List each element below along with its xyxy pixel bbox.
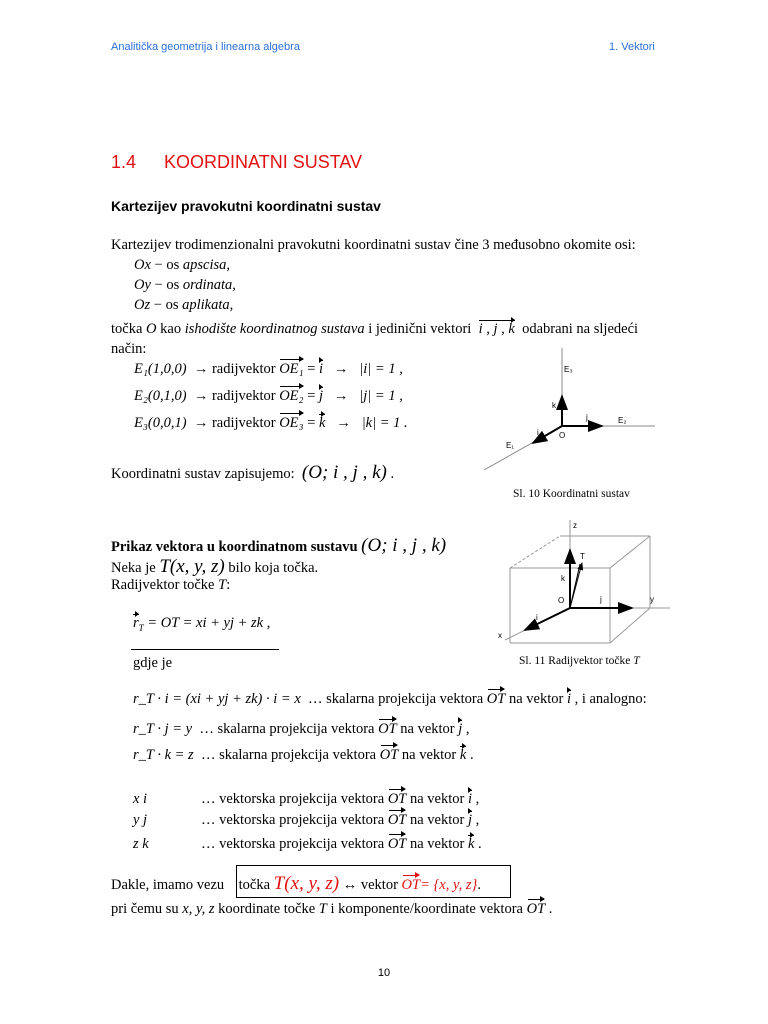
axis-dash: − bbox=[154, 257, 163, 273]
vector-ot: OT bbox=[378, 721, 397, 737]
arrow: → bbox=[336, 415, 351, 431]
formula-underline bbox=[131, 649, 279, 650]
text: … skalarna projekcija vektora bbox=[308, 691, 484, 707]
text: na vektor bbox=[410, 836, 465, 852]
coordinate-system-figure bbox=[470, 340, 670, 480]
point-t: T(x, y, z) bbox=[159, 556, 225, 577]
axis-name: Ox bbox=[134, 257, 151, 273]
text: … vektorska projekcija vektora bbox=[201, 836, 385, 852]
vector-ot: OT bbox=[379, 747, 399, 763]
unit-vector: i bbox=[467, 791, 473, 807]
coords: x, y, z bbox=[182, 901, 215, 917]
basis-row-e3 bbox=[134, 416, 408, 431]
caption-variable: T bbox=[633, 655, 640, 667]
text: . bbox=[548, 901, 553, 917]
axis-name: Oy bbox=[134, 277, 151, 293]
axis-name: Oz bbox=[134, 297, 151, 313]
text: Sl. 11 Radijvektor točke bbox=[519, 655, 631, 667]
running-header-chapter: 1. Vektori bbox=[609, 41, 655, 53]
basis-row-e1 bbox=[134, 362, 403, 377]
label-e1: E₁ bbox=[506, 441, 515, 450]
basis-row-e2 bbox=[134, 389, 403, 404]
final-line bbox=[111, 902, 552, 917]
text: radijvektor bbox=[211, 415, 276, 431]
gdje-text: gdje je bbox=[133, 655, 173, 671]
unit-vector: k bbox=[459, 747, 467, 763]
axis-dash: − bbox=[153, 297, 162, 313]
label-j: j bbox=[600, 595, 602, 604]
radius-vector: OE₂ bbox=[279, 388, 304, 404]
radius-vector-line bbox=[111, 578, 230, 593]
text: kao bbox=[160, 321, 182, 337]
intro-text: Kartezijev trodimenzionalni pravokutni koordinatni sustav čine 3 međusobno okomite osi: bbox=[111, 237, 636, 253]
figure-caption-11 bbox=[519, 655, 640, 667]
axis-desc: apscisa, bbox=[182, 257, 231, 273]
equivalence-arrow: ↔ bbox=[342, 877, 358, 893]
text: Neka je bbox=[111, 560, 156, 576]
point-t: T(x, y, z) bbox=[273, 873, 340, 894]
text: bilo koja točka. bbox=[228, 560, 319, 576]
label-j: j bbox=[586, 413, 588, 422]
scalar-proj-row-1 bbox=[133, 692, 647, 707]
vector-proj-row-2 bbox=[133, 813, 479, 828]
lhs: x i bbox=[133, 791, 148, 807]
axis-desc: ordinata, bbox=[182, 277, 236, 293]
text: na vektor bbox=[401, 747, 457, 763]
point-symbol: T bbox=[218, 577, 227, 593]
text: i komponente/koordinate vektora bbox=[330, 901, 523, 917]
lhs: r_T · j bbox=[133, 721, 169, 737]
norm: |j| = 1 , bbox=[359, 388, 403, 404]
unit-vector: i bbox=[319, 361, 324, 377]
arrow: → bbox=[193, 361, 209, 377]
axis-dash: − bbox=[154, 277, 163, 293]
text: Radijvektor točke bbox=[111, 577, 215, 593]
figure-caption-10: Sl. 10 Koordinatni sustav bbox=[513, 488, 630, 500]
vector-ot: OT bbox=[401, 877, 421, 893]
radius-vector-figure bbox=[490, 508, 680, 650]
system-notation: (O; i , j , k) bbox=[301, 462, 387, 483]
label-z: z bbox=[573, 521, 577, 530]
unit-vector: j bbox=[458, 721, 463, 737]
text: = bbox=[307, 388, 316, 404]
text: pri čemu su bbox=[111, 901, 179, 917]
text: na vektor bbox=[400, 721, 455, 737]
axis-prefix: os bbox=[166, 257, 183, 273]
label-e2: E₂ bbox=[618, 416, 627, 425]
axis-z-line bbox=[134, 298, 233, 313]
mid: = (xi + yj + zk) · i = x bbox=[172, 691, 301, 707]
arrow: → bbox=[193, 388, 209, 404]
point-symbol: T bbox=[318, 901, 327, 917]
lhs: y j bbox=[133, 812, 148, 828]
r-vector: r bbox=[133, 615, 139, 631]
text: , bbox=[475, 791, 480, 807]
label-k: k bbox=[561, 574, 565, 583]
unit-vector: j bbox=[319, 388, 324, 404]
text: … skalarna projekcija vektora bbox=[200, 747, 377, 763]
vector-proj-row-1 bbox=[133, 792, 479, 807]
text: Prikaz vektora u koordinatnom sustavu bbox=[111, 539, 358, 555]
text: , i analogno: bbox=[574, 691, 647, 707]
text: i jedinični vektori bbox=[368, 321, 472, 337]
lhs: r_T · i bbox=[133, 691, 169, 707]
unit-vector: k bbox=[467, 836, 475, 852]
text: točka bbox=[238, 877, 271, 893]
text: radijvektor bbox=[211, 361, 276, 377]
section-title: KOORDINATNI SUSTAV bbox=[164, 152, 363, 172]
unit-vector: j bbox=[467, 812, 473, 828]
lhs: r_T · k bbox=[133, 747, 172, 763]
basis-point: E₃(0,0,1) bbox=[134, 415, 187, 431]
text: = bbox=[307, 361, 316, 377]
text: = bbox=[307, 415, 316, 431]
point-line bbox=[111, 557, 318, 576]
origin-term: ishodište koordinatnog sustava bbox=[184, 321, 365, 337]
label-i: i bbox=[536, 613, 538, 622]
text: radijvektor bbox=[211, 388, 276, 404]
vector-proj-row-3 bbox=[133, 837, 482, 852]
vector-ot: OT bbox=[526, 901, 546, 917]
page-number: 10 bbox=[377, 967, 391, 979]
arrow: → bbox=[333, 361, 349, 377]
label-o: O bbox=[558, 596, 565, 605]
basis-point: E₁(1,0,0) bbox=[134, 361, 187, 377]
origin-line bbox=[111, 322, 638, 337]
text: Koordinatni sustav zapisujemo: bbox=[111, 466, 295, 482]
origin-symbol: O bbox=[146, 321, 157, 337]
label-t: T bbox=[580, 552, 585, 561]
scalar-proj-row-2 bbox=[133, 722, 470, 737]
subheading-vector-display bbox=[111, 536, 446, 555]
vector-ot: OT bbox=[387, 812, 407, 828]
unit-vectors: i , j , k bbox=[478, 321, 515, 337]
arrow: → bbox=[193, 415, 209, 431]
text: . bbox=[477, 877, 481, 893]
system-notation: (O; i , j , k) bbox=[361, 535, 447, 556]
text: . bbox=[478, 836, 482, 852]
text: na vektor bbox=[508, 691, 564, 707]
norm: |i| = 1 , bbox=[359, 361, 403, 377]
label-k: k bbox=[552, 401, 556, 410]
label-y: y bbox=[650, 595, 654, 604]
running-header-title: Analitička geometrija i linearna algebra bbox=[111, 41, 300, 53]
mid: = y bbox=[172, 721, 193, 737]
text: … vektorska projekcija vektora bbox=[201, 791, 385, 807]
subheading-cartesian: Kartezijev pravokutni koordinatni sustav bbox=[111, 198, 381, 214]
text: , bbox=[475, 812, 480, 828]
radius-vector: OE₁ bbox=[279, 361, 304, 377]
axis-prefix: os bbox=[165, 297, 183, 313]
label-i: i bbox=[537, 428, 539, 437]
mid: = z bbox=[174, 747, 194, 763]
text: vektor bbox=[360, 877, 398, 893]
text: na vektor bbox=[410, 791, 465, 807]
vector-ot: OT bbox=[486, 691, 506, 707]
notation-line bbox=[111, 463, 394, 482]
subscript: T bbox=[138, 622, 144, 633]
axis-y-line bbox=[134, 278, 236, 293]
axis-prefix: os bbox=[166, 277, 183, 293]
text: Dakle, imamo vezu bbox=[111, 877, 225, 893]
origin-line-cont: način: bbox=[111, 341, 147, 357]
section-heading bbox=[111, 152, 362, 173]
axis-desc: aplikata, bbox=[182, 297, 234, 313]
text: , bbox=[465, 721, 470, 737]
summary-line bbox=[111, 874, 481, 893]
components: = {x, y, z} bbox=[420, 877, 478, 893]
label-e3: E₃ bbox=[564, 365, 573, 374]
formula-rhs: = OT = xi + yj + zk , bbox=[147, 615, 271, 631]
vector-ot: OT bbox=[387, 836, 407, 852]
arrow: → bbox=[333, 388, 349, 404]
radius-vector-formula bbox=[133, 616, 270, 633]
text: . bbox=[469, 747, 474, 763]
basis-point: E₂(0,1,0) bbox=[134, 388, 187, 404]
label-x: x bbox=[498, 631, 502, 640]
unit-vector: k bbox=[319, 415, 326, 431]
text: na vektor bbox=[410, 812, 465, 828]
label-o: O bbox=[559, 431, 566, 440]
scalar-proj-row-3 bbox=[133, 748, 474, 763]
unit-vector: i bbox=[566, 691, 571, 707]
text: . bbox=[390, 466, 395, 482]
section-number: 1.4 bbox=[111, 152, 137, 172]
text: … skalarna projekcija vektora bbox=[199, 721, 375, 737]
radius-vector: OE₃ bbox=[279, 415, 304, 431]
lhs: z k bbox=[133, 836, 149, 852]
text: odabrani na sljedeći bbox=[522, 321, 639, 337]
text: : bbox=[226, 577, 231, 593]
vector-ot: OT bbox=[387, 791, 407, 807]
text: … vektorska projekcija vektora bbox=[201, 812, 385, 828]
text: koordinate točke bbox=[218, 901, 316, 917]
norm: |k| = 1 . bbox=[361, 415, 408, 431]
text: točka bbox=[111, 321, 143, 337]
axis-x-line bbox=[134, 258, 230, 273]
